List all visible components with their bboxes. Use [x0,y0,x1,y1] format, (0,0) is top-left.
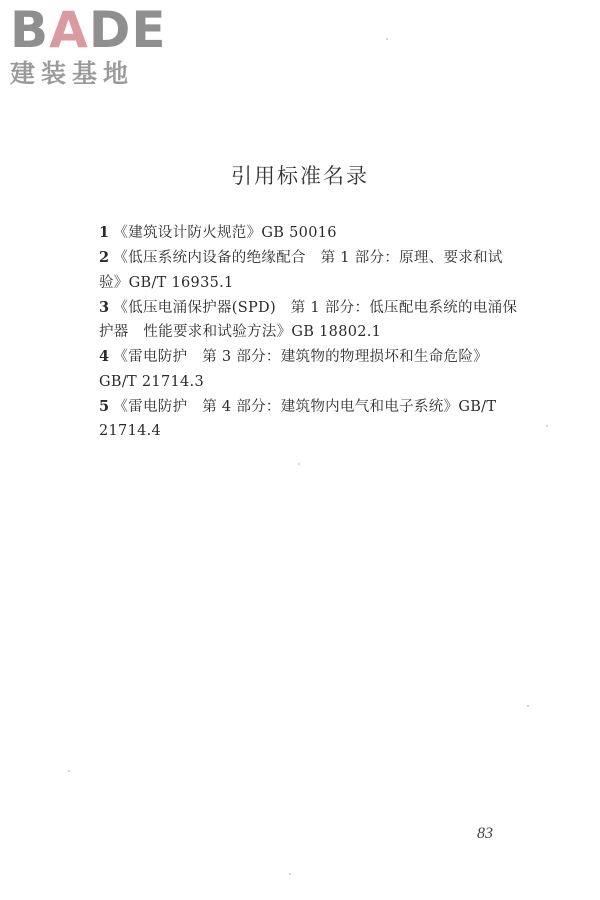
page-number: 83 [477,825,493,842]
reference-text: 《低压系统内设备的绝缘配合 第 1 部分：原理、要求和试验》GB/T 16935.1 [99,250,503,291]
reference-text: 《雷电防护 第 3 部分：建筑物的物理损坏和生命危险》GB/T 21714.3 [99,349,488,390]
bade-logo [8,1,178,88]
scan-speck [527,705,529,707]
reference-number: 3 [99,298,110,316]
reference-item [99,395,524,444]
scan-speck [298,463,300,465]
scan-speck [546,425,548,427]
reference-item [99,345,524,394]
reference-text: 《雷电防护 第 4 部分：建筑物内电气和电子系统》GB/T 21714.4 [99,398,497,439]
reference-item [99,296,524,345]
logo-wordmark [10,1,167,59]
reference-item [99,221,524,246]
logo-chinese-text: 建装基地 [10,59,135,88]
reference-text: 《建筑设计防火规范》GB 50016 [113,225,337,241]
reference-number: 4 [99,348,110,365]
scan-speck [386,38,388,40]
reference-item [99,246,524,295]
reference-text: 《低压电涌保护器(SPD) 第 1 部分：低压配电系统的电涌保护器 性能要求和试验方法》GB 18802.1 [99,299,518,340]
reference-number: 2 [99,249,110,266]
page-title: 引用标准名录 [231,164,369,188]
reference-number: 1 [99,224,110,241]
scan-speck [68,770,70,772]
logo-letter-a: A [49,1,89,59]
reference-number: 5 [99,397,110,415]
logo-letters-de: DE [88,1,167,59]
logo-letter-b: B [10,1,50,59]
reference-list [99,221,524,444]
scan-speck [289,873,291,875]
